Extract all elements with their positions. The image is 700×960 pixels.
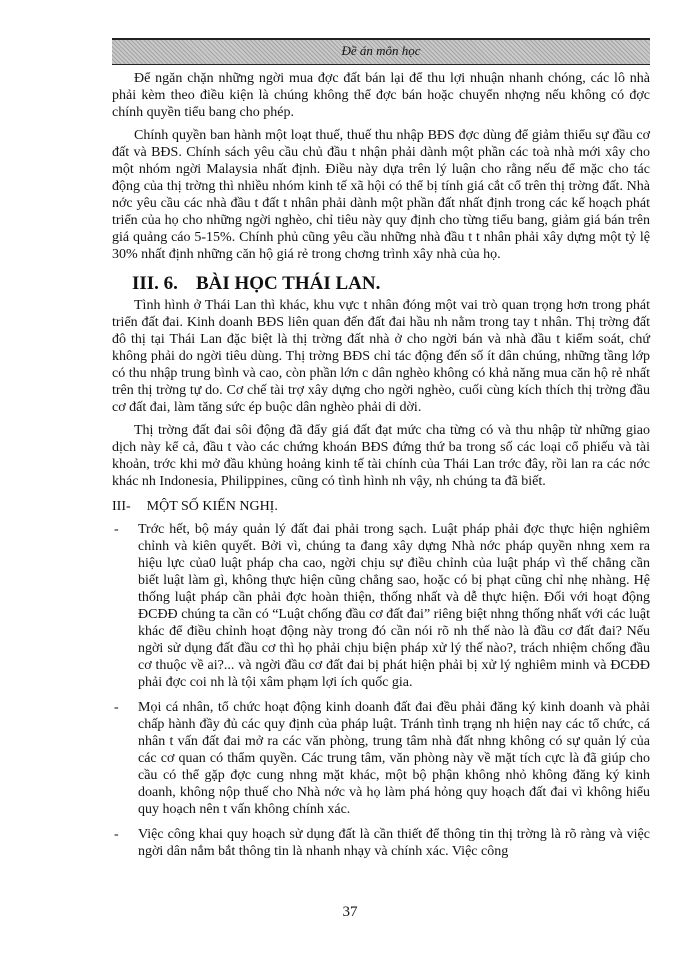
paragraph: Chính quyền ban hành một loạt thuế, thuế thu nhập BĐS đợc dùng để giảm thiểu sự đầu cơ đất và BĐS. Chính sách yêu cầu chủ đầu t nhận phải dành một phần các toà nhà mới xây cho một nhóm ngời Malaysia nhất định. Điều này dựa trên lý luận cho rằng nếu để mặc cho tác động của thị trờng thì nhiều nhóm kinh tế xã hội có thể bị tính giá cắt cổ trên thị trờng đất. Nhà nớc yêu cầu các nhà đầu t đất t nhân phải dành một phần đất nhất định trong các kế hoạch phát triển của họ cho những ngời nghèo, chỉ tiêu này quy định cho từng tiểu bang, giảm giá bán trên giá quảng cáo 5-15%. Chính phủ cũng yêu cầu những nhà đầu t t nhân phải xây dựng một tỷ lệ 30% nhất định những căn hộ giá rẻ trong chơng trình xây nhà của họ. [112, 128, 650, 262]
bullet-marker: - [114, 827, 119, 842]
list-item-text: Trớc hết, bộ máy quản lý đất đai phải trong sạch. Luật pháp phải đợc thực hiện nghiêm chỉnh và kiên quyết. Bởi vì, chúng ta đang xây dựng Nhà nớc pháp quyền nhng xem ra hiệu lực của0 luật pháp cha cao, ngời chịu sự điều chỉnh của luật pháp vì thế chẳng cần biết luật làm gì, không thực hiện cũng chẳng sao, hoặc có bị phạt cũng chỉ nhẹ nhàng. Hệ thống luật pháp cần phải đợc hoàn thiện, thống nhất và dễ thực hiện. Đối với hoạt động ĐCĐĐ chúng ta cần có “Luật chống đầu cơ đất đai” riêng biệt nhng thống nhất với các luật khác để điều chỉnh hoạt động này trong đó cần nói rõ nh thế nào là đầu cơ đất đai? Nếu ngời sử dụng đất đầu cơ thì họ phải chịu biện pháp xử lý thế nào?, trách nhiệm chống đầu cơ thuộc về ai?... và ngời đầu cơ đất đai bị phát hiện phải bị xử lý nghiêm minh và ĐCĐĐ phải đợc coi nh là tội xâm phạm lợi ích quốc gia. [138, 522, 650, 690]
document-body [112, 70, 650, 868]
list-item [112, 521, 650, 691]
page-header [112, 38, 650, 65]
subsection-title: MỘT SỐ KIẾN NGHỊ. [146, 499, 278, 514]
list-item [112, 699, 650, 818]
subsection-heading [112, 498, 650, 515]
subsection-number: III- [112, 499, 131, 514]
page-number: 37 [342, 904, 358, 920]
list-item [112, 826, 650, 860]
bullet-marker: - [114, 522, 119, 537]
bullet-marker: - [114, 700, 119, 715]
paragraph: Để ngăn chặn những ngời mua đợc đất bán lại để thu lợi nhuận nhanh chóng, các lô nhà phải kèm theo điều kiện là chúng không thể đợc bán hoặc chuyển nhợng nếu không có đợc chính quyền tiểu bang cho phép. [112, 71, 650, 120]
paragraph: Tình hình ở Thái Lan thì khác, khu vực t nhân đóng một vai trò quan trọng hơn trong phát triển đất đai. Kinh doanh BĐS liên quan đến đất đai hầu nh nằm trong tay t nhân. Thị trờng đất đô thị tại Thái Lan đặc biệt là thị trờng đất nhà ở cho ngời bán và nhà đầu t kiểm soát, chứ không phải do ngời tiêu dùng. Thị trờng BĐS chỉ tác động đến số ít dân chúng, những tầng lớp có thu nhập trung bình và cao, còn phần lớn c dân nghèo không có khả năng mua căn hộ rẻ nhất trên thị trờng tự do. Cơ chế tài trợ xây dựng cho ngời nghèo, cuối cùng kích thích thị trờng đầu cơ đất đai, làm tăng sức ép buộc dân nghèo phải di dời. [112, 298, 650, 415]
header-title: Đề án môn học [341, 43, 421, 58]
section-title: BÀI HỌC THÁI LAN. [195, 273, 381, 294]
section-number: III. 6. [132, 273, 178, 294]
list-item-text: Mọi cá nhân, tổ chức hoạt động kinh doanh đất đai đều phải đăng ký kinh doanh và phải chấp hành đầy đủ các quy định của pháp luật. Tránh tình trạng nh hiện nay các tổ chức, cá nhân t vấn đất đai mở ra các văn phòng, trung tâm nhà đất nhng không có sự quản lý của các cơ quan có thẩm quyền. Các trung tâm, văn phòng này về mặt tích cực là đã giúp cho cầu có thể gặp đợc cung nhng mặt khác, một bộ phận không nhỏ không đăng ký kinh doanh, không nộp thuế cho Nhà nớc và họ làm phá hỏng quy hoạch đất đai vì không hiểu quy hoạch nên t vấn không chính xác. [138, 700, 650, 817]
list-item-text: Việc công khai quy hoạch sử dụng đất là cần thiết để thông tin thị trờng là rõ ràng và việc ngời dân nắm bắt thông tin là nhanh nhạy và chính xác. Việc công [138, 827, 650, 859]
paragraph: Thị trờng đất đai sôi động đã đẩy giá đất đạt mức cha từng có và thu nhập từ những giao dịch này kể cả, đầu t vào các chứng khoán BĐS đứng thứ ba trong số các loại cổ phiếu và tài khoản, trớc khi mở đầu khủng hoảng kinh tế tài chính của Thái Lan trớc đây, rồi lan ra các nớc khác nh Indonesia, Philippines, cũng có tình hình nh vậy, nh chúng ta đã biết. [112, 423, 650, 489]
section-heading [132, 273, 650, 295]
